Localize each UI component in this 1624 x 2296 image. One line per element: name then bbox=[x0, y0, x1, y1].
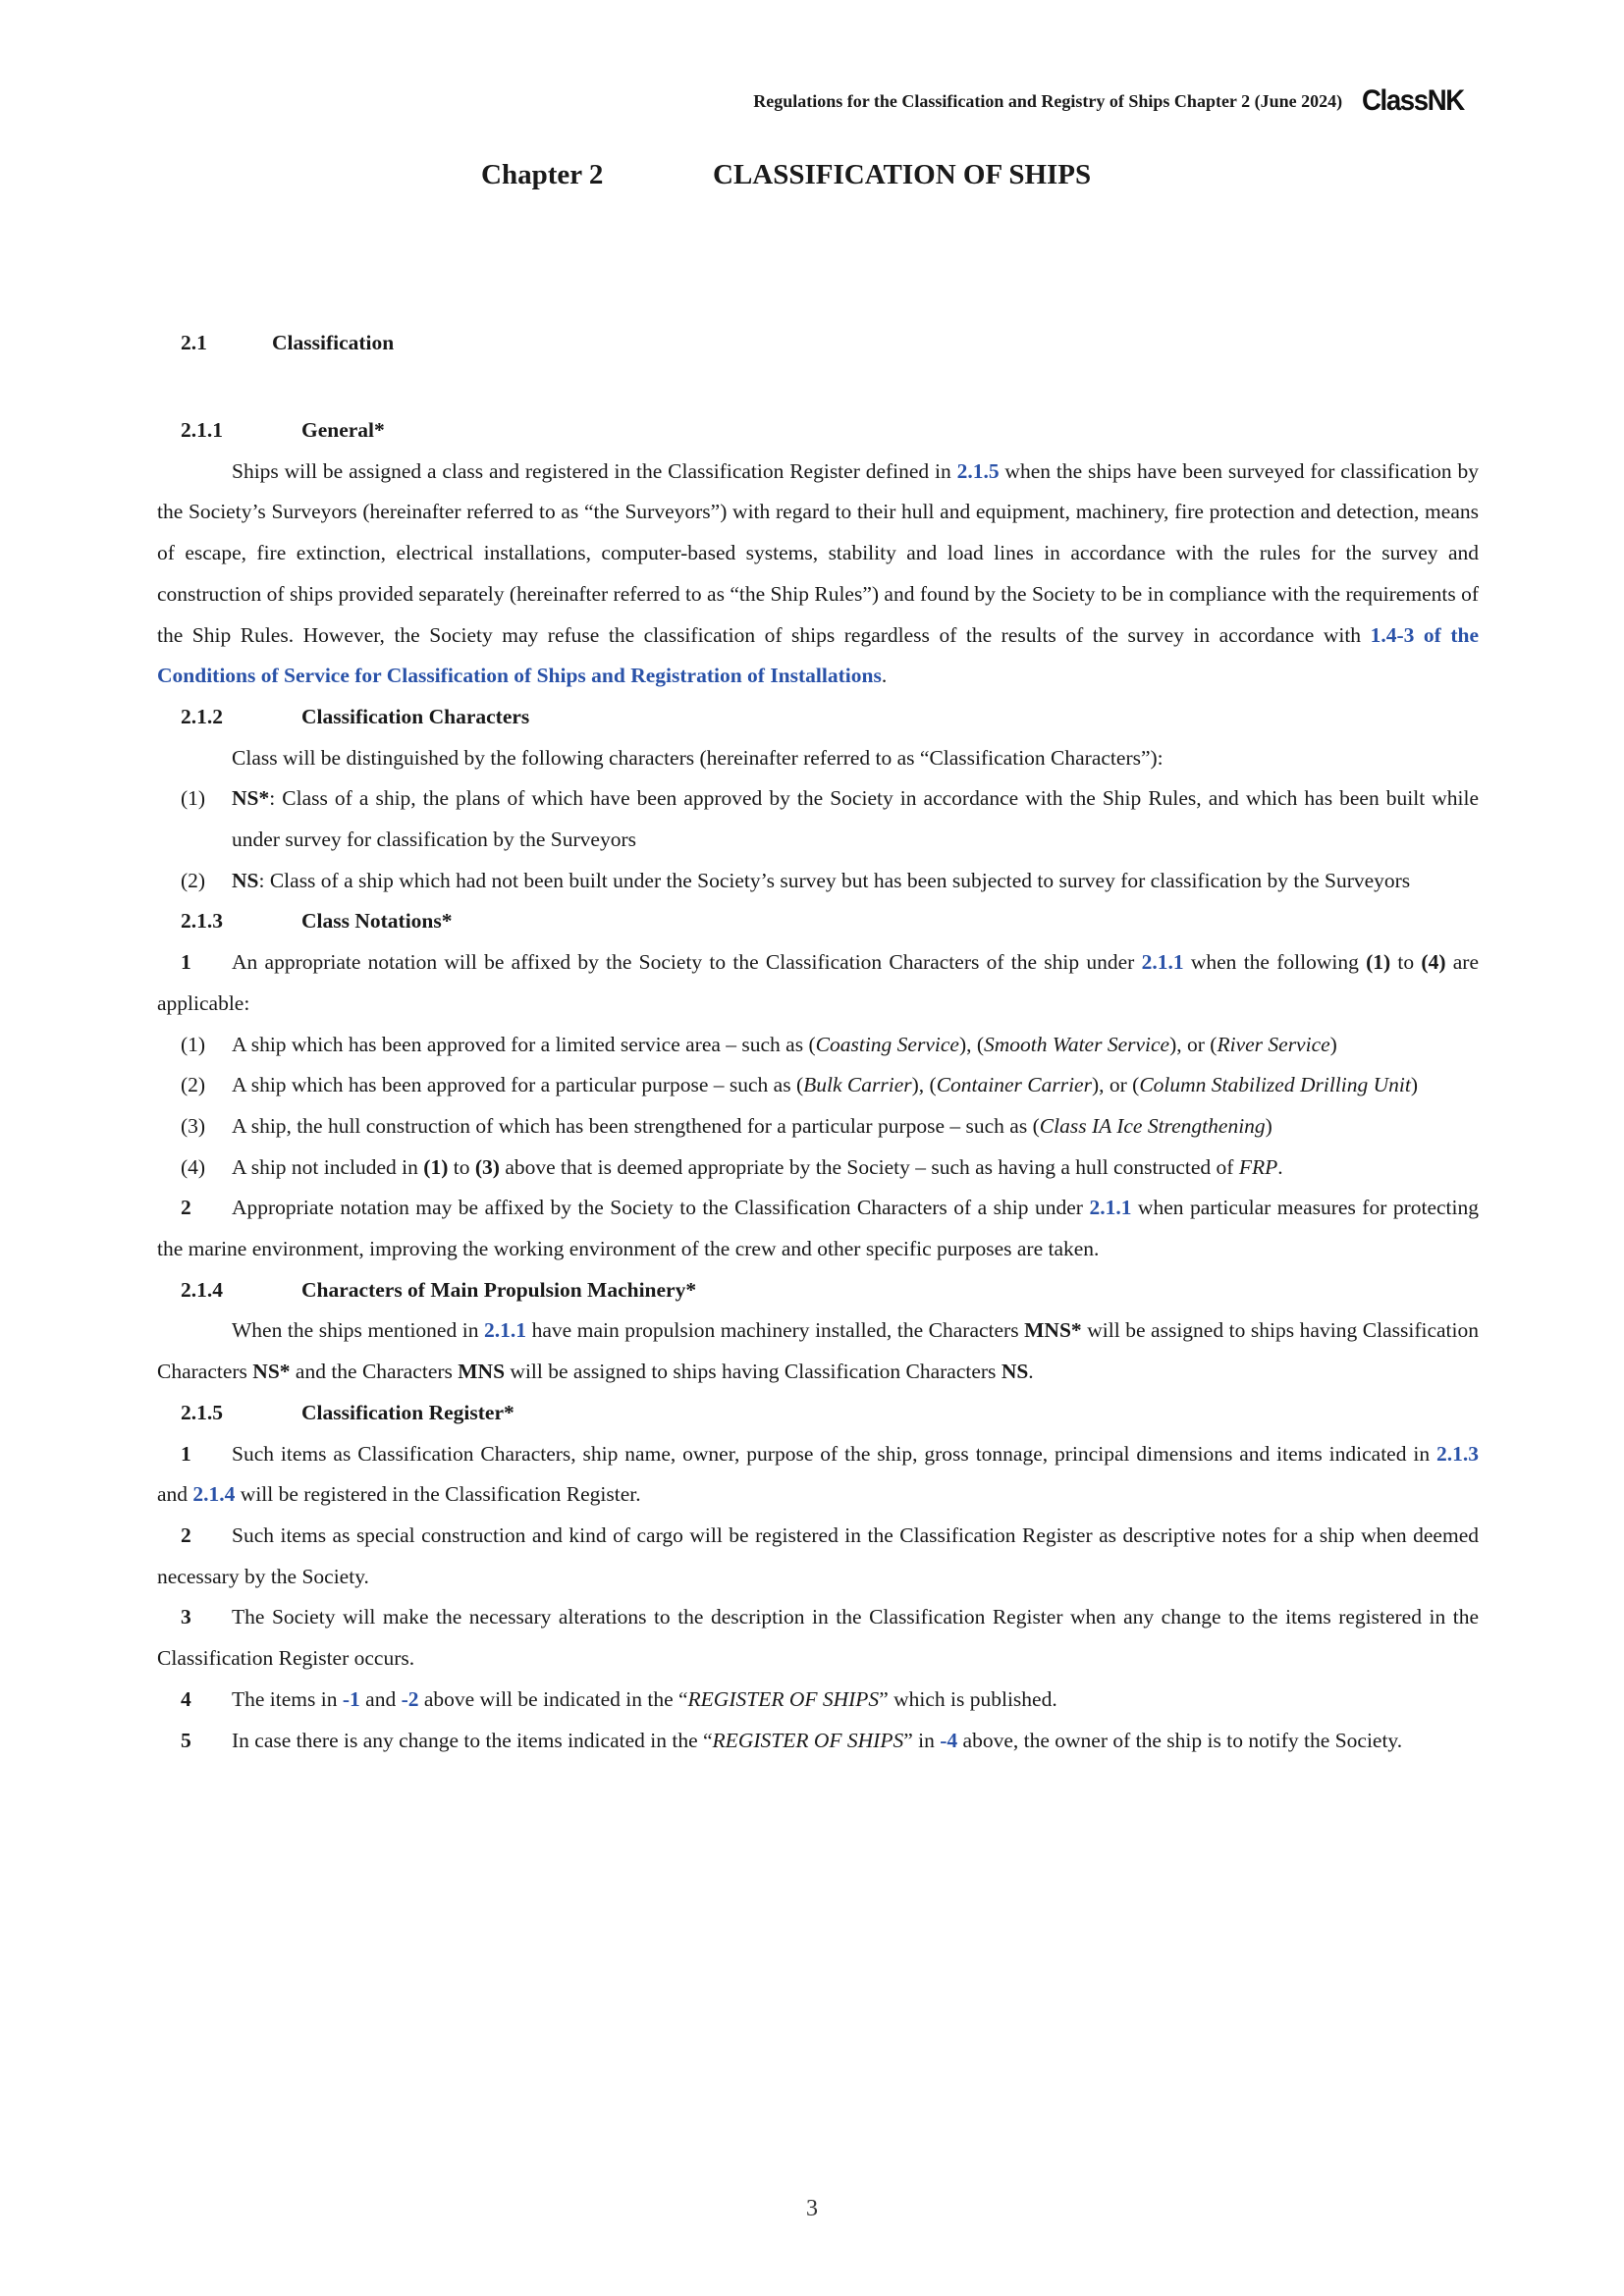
ref-link-2-1-1[interactable]: 2.1.1 bbox=[1141, 950, 1184, 975]
list-item: (4) A ship not included in (1) to (3) above that is deemed appropriate by the Society – such as having a hull constructed of FRP. bbox=[181, 1154, 1283, 1179]
paragraph-2-1-5-3: 3 The Society will make the necessary alterations to the description in the Classification Register when any change to the items registered in the Classification Register occurs. bbox=[157, 1605, 1479, 1671]
ref-link-2-1-4[interactable]: 2.1.4 bbox=[192, 1482, 236, 1507]
paragraph-2-1-1: Ships will be assigned a class and registered in the Classification Register defined in 2.1.5 when the ships have been surveyed for classification by the Society’s Surveyors (hereinafter referred to as “the Surveyors”) with regard to their hull and equipment, machinery, fire protection and detection, means of escape, fire extinction, electrical installations, computer-based systems, stability and load lines in accordance with the rules for the survey and construction of ships provided separately (hereinafter referred to as “the Ship Rules”) and found by the Society to be in compliance with the requirements of the Ship Rules. However, the Society may refuse the classification of ships regardless of the results of the survey in accordance with 1.4-3 of the Conditions of Service for Classification of Ships and Registration of Installations. bbox=[157, 458, 1480, 688]
running-header bbox=[589, 84, 1473, 118]
section-number: 2.1 bbox=[181, 331, 207, 354]
list-item: (2) NS: Class of a ship which had not been built under the Society’s survey but has been subjected to survey for classification by the Surveyors bbox=[181, 868, 1411, 892]
ref-link-conditions-of-service[interactable]: 1.4-3 of the Conditions of Service for Classification of Ships and Registration of Installations bbox=[157, 622, 1479, 688]
paragraph-2-1-4: When the ships mentioned in 2.1.1 have main propulsion machinery installed, the Characters MNS* will be assigned to ships having Classification Characters NS* and the Characters MNS will be assigned to ships having Classification Characters NS. bbox=[157, 1318, 1479, 1384]
ref-link-minus-2[interactable]: -2 bbox=[401, 1686, 419, 1711]
paragraph-2-1-5-5: 5 In case there is any change to the items indicated in the “REGISTER OF SHIPS” in -4 above, the owner of the ship is to notify the Society. bbox=[181, 1728, 1403, 1752]
list-item: (2) A ship which has been approved for a particular purpose – such as (Bulk Carrier), (Container Carrier), or (Column Stabilized Drilling Unit) bbox=[181, 1073, 1419, 1097]
paragraph-2-1-5-4: 4 The items in -1 and -2 above will be indicated in the “REGISTER OF SHIPS” which is published. bbox=[181, 1686, 1057, 1711]
chapter-title: CLASSIFICATION OF SHIPS bbox=[713, 159, 1092, 190]
ref-link-2-1-1[interactable]: 2.1.1 bbox=[1089, 1196, 1132, 1220]
section-title: Classification bbox=[272, 331, 395, 354]
list-item: (1) NS*: Class of a ship, the plans of which have been approved by the Society in accordance with the Ship Rules, and which has been built while under survey for classification by the Surveyors bbox=[181, 786, 1479, 852]
paragraph-2-1-3-1: 1 An appropriate notation will be affixed by the Society to the Classification Characters of the ship under 2.1.1 when the following (1) to (4) are applicable: bbox=[157, 950, 1480, 1015]
subsection-number: 2.1.2 bbox=[181, 704, 223, 728]
page-number: 3 bbox=[806, 2196, 818, 2221]
subsection-heading-2-1-2 bbox=[157, 697, 1479, 738]
document-body bbox=[157, 410, 1479, 1761]
subsection-title: Classification Register* bbox=[301, 1400, 514, 1424]
subsection-number: 2.1.1 bbox=[181, 418, 223, 442]
ref-link-2-1-5[interactable]: 2.1.5 bbox=[956, 458, 1000, 483]
chapter-number: Chapter 2 bbox=[481, 159, 604, 190]
ref-link-minus-4[interactable]: -4 bbox=[940, 1728, 958, 1752]
subsection-title: Characters of Main Propulsion Machinery* bbox=[301, 1277, 697, 1302]
classnk-logo: ClassNK bbox=[1362, 84, 1464, 117]
subsection-heading-2-1-4 bbox=[157, 1270, 1479, 1311]
ref-link-minus-1[interactable]: -1 bbox=[342, 1686, 360, 1711]
subsection-title: Class Notations* bbox=[301, 909, 453, 934]
list-item: (3) A ship, the hull construction of which has been strengthened for a particular purpose – such as (Class IA Ice Strengthening) bbox=[181, 1113, 1272, 1138]
chapter-heading bbox=[481, 159, 1267, 191]
running-title: Regulations for the Classification and Registry of Ships Chapter 2 (June 2024) bbox=[753, 90, 1343, 111]
section-heading bbox=[181, 331, 394, 355]
ref-link-2-1-1[interactable]: 2.1.1 bbox=[484, 1318, 527, 1343]
subsection-heading-2-1-3 bbox=[157, 901, 1479, 942]
ref-link-2-1-3[interactable]: 2.1.3 bbox=[1436, 1441, 1479, 1466]
subsection-number: 2.1.3 bbox=[181, 909, 223, 934]
list-item: (1) A ship which has been approved for a limited service area – such as (Coasting Service), (Smooth Water Service), or (River Service) bbox=[181, 1032, 1337, 1056]
subsection-heading-2-1-1 bbox=[157, 410, 1479, 452]
subsection-heading-2-1-5 bbox=[157, 1393, 1479, 1434]
subsection-number: 2.1.4 bbox=[181, 1277, 223, 1302]
subsection-number: 2.1.5 bbox=[181, 1400, 223, 1424]
paragraph-2-1-5-1: 1 Such items as Classification Characters, ship name, owner, purpose of the ship, gross tonnage, principal dimensions and items indicated in 2.1.3 and 2.1.4 will be registered in the Classification Register. bbox=[157, 1441, 1479, 1507]
subsection-title: General* bbox=[301, 418, 385, 442]
paragraph-2-1-2-intro: Class will be distinguished by the following characters (hereinafter referred to as “Classification Characters”): bbox=[232, 745, 1164, 770]
paragraph-2-1-5-2: 2 Such items as special construction and kind of cargo will be registered in the Classification Register as descriptive notes for a ship when deemed necessary by the Society. bbox=[157, 1522, 1479, 1588]
paragraph-2-1-3-2: 2 Appropriate notation may be affixed by the Society to the Classification Characters of a ship under 2.1.1 when particular measures for protecting the marine environment, improving the working environment of the crew and other specific purposes are taken. bbox=[157, 1196, 1479, 1261]
subsection-title: Classification Characters bbox=[301, 704, 530, 728]
